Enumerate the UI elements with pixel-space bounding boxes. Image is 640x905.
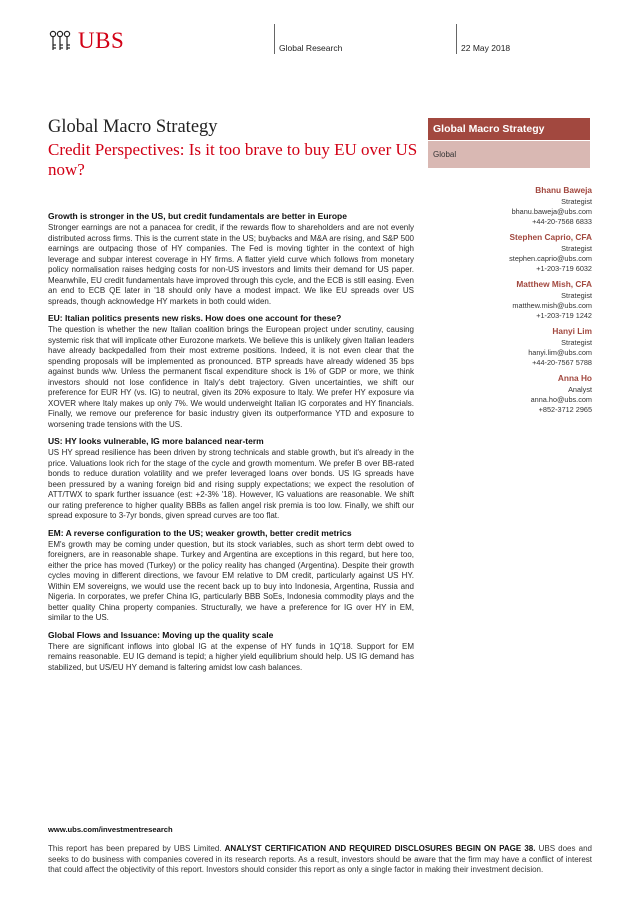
section-heading: Global Flows and Issuance: Moving up the quality scale [48, 629, 274, 640]
author-card [430, 231, 592, 274]
ubs-logo [48, 28, 124, 54]
section [48, 313, 414, 430]
author-email[interactable]: bhanu.baweja@ubs.com [511, 207, 592, 216]
author-phone: +852-3712 2965 [538, 405, 592, 414]
author-card [430, 372, 592, 415]
author-role: Strategist [561, 244, 592, 253]
author-email[interactable]: hanyi.lim@ubs.com [528, 348, 592, 357]
author-phone: +1-203-719 1242 [536, 311, 592, 320]
author-list [430, 184, 592, 419]
report-body [48, 211, 414, 679]
author-name: Matthew Mish, CFA [516, 279, 592, 289]
page-title: Global Macro Strategy [48, 117, 218, 137]
section-text: EM's growth may be coming under question, but its stock variables, such as short term debt owed to foreigners, are in reasonable shape. Turkey and Argentina are exceptions in this regard, but here too, either the price has moved (Turkey) or the policy reality has changed (Argentina). Despite their growth cycles moving in different directions, we favour EM relative to DM credit, particularly against US HY. Within EM sovereigns, we would use the recent back up to buy into Indonesia, Argentina, Russia and Nigeria. In corporates, we prefer China IG, particularly BBB SoEs, Indonesia commodity plays and the better quality China property companies. Structurally, we have a preference for IG over HY in EM, similar to the US. [48, 539, 414, 622]
author-card [430, 184, 592, 227]
header-divider [274, 24, 275, 54]
author-role: Strategist [561, 338, 592, 347]
keys-icon [48, 30, 72, 52]
author-name: Bhanu Baweja [535, 185, 592, 195]
section-text: The question is whether the new Italian coalition brings the European project under scrutiny, causing systemic risk that will implicate other Eurozone markets. We believe this is unlikely given Italian leaders have already backpedalled from their most extreme positions. Indeed, it is not even clear that the spending proposals will be implemented as pronounced. BTP spreads have already widened 35 bps against bunds w/w. Unless the permanent fiscal expenditure shock is 1% of GDP or more, we think investors should not lose confidence in Italy's debt trajectory. Given uncertainties, we shift our preference for EUR HY (vs. IG) to neutral, given its 20% exposure to Italy. We prefer HY exposure via XOVER where Italy makes up only 7%. We would underweight Italian IG corporates and HY financials. Finally, we remove our preference for basic industry given its outperformance YTD and exposure to worsening trade tensions with the US. [48, 325, 414, 429]
section-text: Stronger earnings are not a panacea for credit, if the rewards flow to shareholders and are not evenly distributed across firms. This is the current state in the US; buybacks and M&A are rising, and S&P 500 earnings are outpacing those of HY companies. The Fed is moving tighter in the context of high leverage and subpar interest coverage in HY firms. A flatter yield curve which follows from monetary policy normalisation raises hedging costs for non-US investors and limits their demand for US paper. Meanwhile, EU credit fundamentals have improved through this cycle, and the ECB is still easing. Even an end to ECB QE later in '18 should only have a modest impact. We like EU spreads over US spreads, though acknowledge HY markets in both could widen. [48, 223, 414, 306]
section [48, 528, 414, 624]
header-section: Global Research [279, 43, 343, 53]
disclaimer-rest: UBS does and seeks to do business with companies covered in its research reports. As a result, investors should be aware that the firm may have a conflict of interest that could affect the objectivity of this report. Investors should consider this report as only a single factor in making their investment decision. [48, 844, 592, 874]
section-heading: US: HY looks vulnerable, IG more balanced near-term [48, 436, 264, 446]
section-heading: EM: A reverse configuration to the US; weaker growth, better credit metrics [48, 527, 352, 538]
section-heading: Growth is stronger in the US, but credit fundamentals are better in Europe [48, 211, 347, 221]
author-email[interactable]: matthew.mish@ubs.com [512, 301, 592, 310]
author-card [430, 278, 592, 321]
author-name: Anna Ho [557, 373, 592, 383]
research-url-link[interactable]: www.ubs.com/investmentresearch [48, 825, 173, 834]
author-name: Hanyi Lim [552, 326, 592, 336]
page-subtitle: Credit Perspectives: Is it too brave to buy EU over US now? [48, 140, 418, 179]
section-text: US HY spread resilience has been driven by strong technicals and stable growth, but it's already in the price. Valuations look rich for the stage of the cycle and growth momentum. We prefer B over BB-rated bonds to reduce duration volatility and we prefer leveraged loans over bonds. US IG spreads have been pressured by a waning foreign bid and rising supply expectations; we expect the resolution of ATT/TWX to spark further issuance (est: +2-3% '18). However, IG valuations are reasonable. We shift our rating preference to higher quality BBBs as fallen angel risk premia is too low. Finally, we shift our spread exposure to 3-7yr bonds, given spread curves are too flat. [48, 448, 414, 520]
author-name: Stephen Caprio, CFA [509, 232, 592, 242]
author-phone: +44-20-7568 6833 [532, 217, 592, 226]
logo-text: UBS [78, 28, 125, 53]
disclaimer [48, 844, 592, 876]
section [48, 436, 414, 522]
disclaimer-lead: This report has been prepared by UBS Limited. [48, 844, 222, 853]
author-role: Strategist [561, 291, 592, 300]
author-phone: +44-20-7567 5788 [532, 358, 592, 367]
section [48, 630, 414, 674]
author-role: Strategist [561, 197, 592, 206]
section [48, 211, 414, 307]
sidebar-band-title: Global Macro Strategy [428, 118, 590, 140]
section-text: There are significant inflows into global IG at the expense of HY funds in 1Q'18. Support for EM remains reasonable. EU IG demand is tepid; a higher yield equilibrium should help. US IG demand has stabilized, but US/EU HY demand is faltering amidst low cash balances. [48, 641, 414, 672]
author-email[interactable]: stephen.caprio@ubs.com [509, 254, 592, 263]
sidebar-band-sub: Global [428, 141, 590, 168]
disclaimer-bold: ANALYST CERTIFICATION AND REQUIRED DISCLOSURES BEGIN ON PAGE 38. [224, 844, 536, 853]
header-divider [456, 24, 457, 54]
author-card [430, 325, 592, 368]
author-role: Analyst [568, 385, 592, 394]
header-date: 22 May 2018 [461, 43, 511, 53]
author-email[interactable]: anna.ho@ubs.com [530, 395, 592, 404]
section-heading: EU: Italian politics presents new risks. How does one account for these? [48, 313, 342, 323]
author-phone: +1-203-719 6032 [536, 264, 592, 273]
